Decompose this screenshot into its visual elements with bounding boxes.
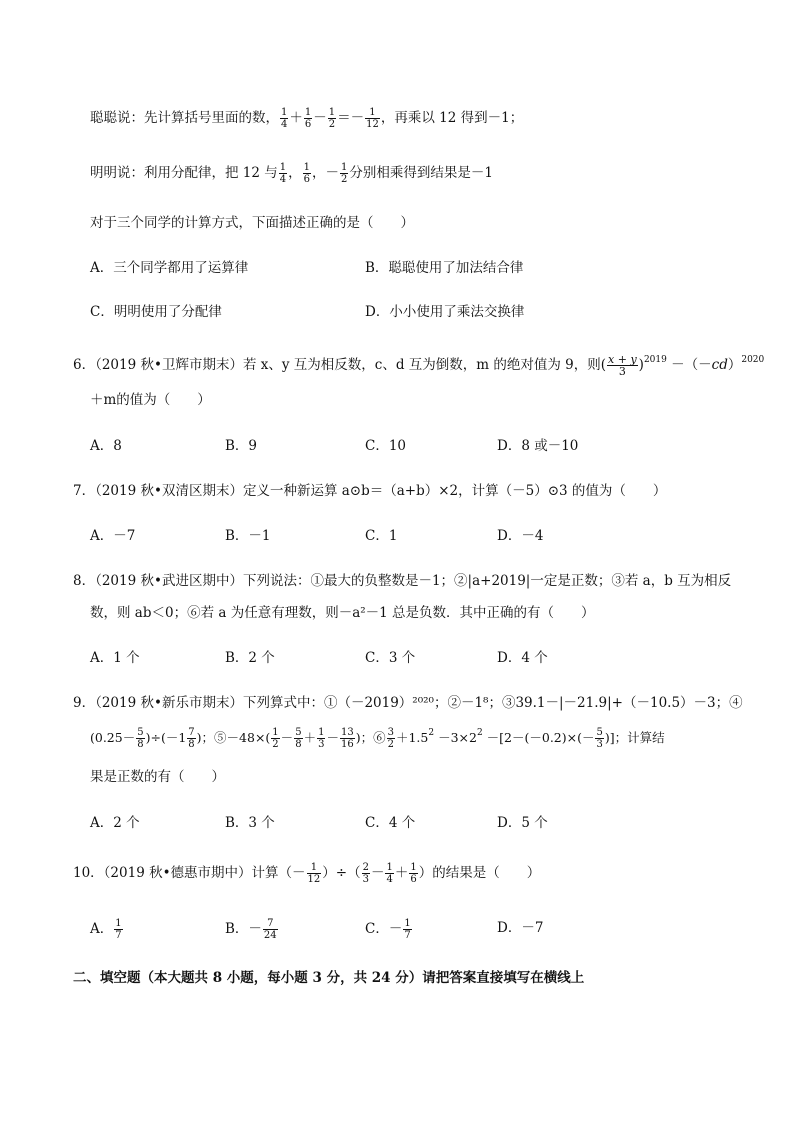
q10-option-b: B．－ $\frac{7}{24}$ <box>225 918 277 941</box>
q7-option-b: B．－1 <box>225 528 271 544</box>
q9-option-c: C．4 个 <box>365 815 416 831</box>
q6-prefix: 6．（2019 秋•卫辉市期末）若 x、y 互为相反数，c、d 互为倒数，m 的绝对值为 9，则( <box>73 357 607 373</box>
q9-option-d: D．5 个 <box>497 815 548 831</box>
mingming-line: 明明说：利用分配律，把 12 与 $\frac{1}{4}$ ， $\frac{1}{6}$ ，－ $\frac{1}{2}$ 分别相乘得到结果是－1 <box>90 162 493 185</box>
q9-option-a: A．2 个 <box>90 815 140 831</box>
section2-title: 二、填空题（本大题共 8 小题，每小题 3 分，共 24 分）请把答案直接填写在横线上 <box>73 970 585 986</box>
q9-line1: 9．（2019 秋•新乐市期末）下列算式中：①（－2019）²⁰²⁰；②－1⁸；③39.1－|－21.9|+（－10.5）－3；④ <box>73 695 743 711</box>
congcong-suffix: ，再乘以 12 得到－1； <box>380 110 524 126</box>
q10-option-d: D．－7 <box>497 920 544 936</box>
intro-option-d: D．小小使用了乘法交换律 <box>365 304 525 320</box>
q7-option-d: D．－4 <box>497 528 544 544</box>
q10-option-a: A． $\frac{1}{7}$ <box>90 918 122 941</box>
q8-line2: 数，则 ab＜0；⑥若 a 为任意有理数，则－a²－1 总是负数．其中正确的有（ ） <box>90 605 595 621</box>
q6-option-d: D．8 或－10 <box>497 438 579 454</box>
q10-option-c: C．－ $\frac{1}{7}$ <box>365 918 411 941</box>
intro-option-c: C．明明使用了分配律 <box>90 304 222 320</box>
q6-option-b: B．9 <box>225 438 258 454</box>
q8-line1: 8．（2019 秋•武进区期中）下列说法：①最大的负整数是－1；②|a+2019|一定是正数；③若 a，b 互为相反 <box>73 573 732 589</box>
q6-option-c: C．10 <box>365 438 407 454</box>
q7-option-c: C．1 <box>365 528 398 544</box>
intro-option-b: B．聪聪使用了加法结合律 <box>365 260 524 276</box>
intro-question: 对于三个同学的计算方式，下面描述正确的是（ ） <box>90 215 414 231</box>
q10-line: 10．（2019 秋•德惠市期中）计算（－ $\frac{1}{12}$ ）÷（ $\frac{2}{3}$ － $\frac{1}{4}$ ＋ $\frac{1}{6}$ ）的结果是（ ） <box>73 862 541 885</box>
q9-line3: 果是正数的有（ ） <box>90 769 225 785</box>
congcong-prefix: 聪聪说：先计算括号里面的数， <box>90 110 279 126</box>
q7-text: 7．（2019 秋•双清区期末）定义一种新运算 a⊙b＝（a+b）×2，计算（－5）⊙3 的值为（ ） <box>73 483 667 499</box>
q9-line2: (0.25－ $\frac{5}{8}$ )÷(－1 $\frac{7}{8}$ )；⑤－48×( $\frac{1}{2}$ － $\frac{5}{8}$ ＋ $\frac{1}{3}$ － $\frac{13}{16}$ )；⑥ $\frac{3}{2}$ $+1.5^2 -3\times 2^2 -[2-(-0.2)\times(-$ $\frac{5}{3}$ )]；计算结 <box>90 727 665 750</box>
q10-suffix: ）的结果是（ ） <box>418 865 541 881</box>
intro-option-a: A．三个同学都用了运算律 <box>90 260 249 276</box>
q6-line2: ＋m的值为（ ） <box>90 392 211 408</box>
q8-option-a: A．1 个 <box>90 650 140 666</box>
q8-option-c: C．3 个 <box>365 650 416 666</box>
q10-prefix: 10．（2019 秋•德惠市期中）计算（－ <box>73 865 306 881</box>
mingming-prefix: 明明说：利用分配律，把 12 与 <box>90 165 278 181</box>
q8-option-b: B．2 个 <box>225 650 275 666</box>
q7-option-a: A．－7 <box>90 528 136 544</box>
q6-line1: 6．（2019 秋•卫辉市期末）若 x、y 互为相反数，c、d 互为倒数，m 的绝对值为 9，则( $\frac{x + y}{3}$ )$^{2019} -(-cd)^{2020}$ <box>73 353 765 378</box>
congcong-line: 聪聪说：先计算括号里面的数， $\frac{1}{4}$ ＋ $\frac{1}{6}$ － $\frac{1}{2}$ ＝－ $\frac{1}{12}$ ，再乘以 12 得到－1； <box>90 107 524 130</box>
q6-option-a: A．8 <box>90 438 122 454</box>
q9-option-b: B．3 个 <box>225 815 275 831</box>
mingming-suffix: 分别相乘得到结果是－1 <box>349 165 493 181</box>
q8-option-d: D．4 个 <box>497 650 548 666</box>
